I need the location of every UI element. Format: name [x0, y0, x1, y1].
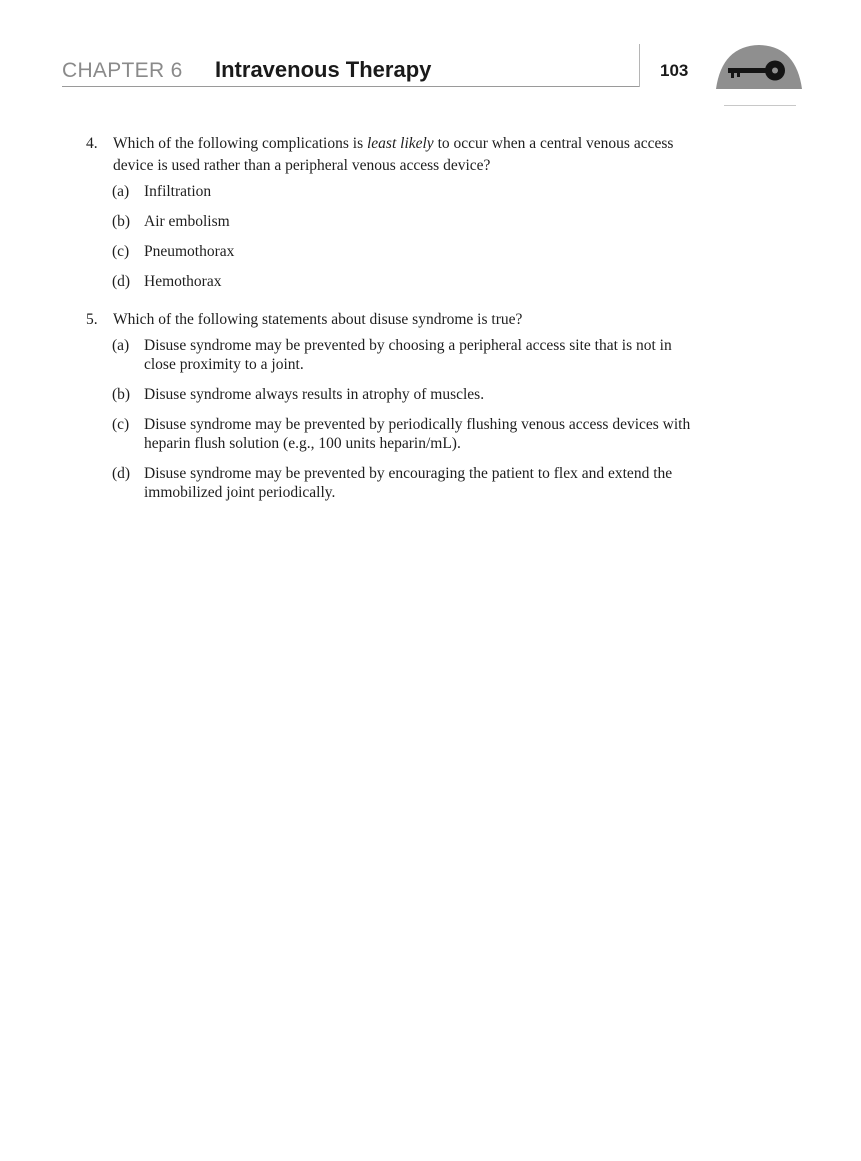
question-4-stem-after: to occur when a central venous access device is used rather than a peripheral venous access device? [113, 135, 674, 174]
option-4d [86, 272, 706, 291]
option-letter: (c) [112, 416, 130, 433]
key-icon [714, 44, 804, 89]
chapter-title: Intravenous Therapy [215, 57, 432, 82]
option-letter: (d) [112, 465, 131, 482]
option-text: Air embolism [144, 213, 230, 230]
chapter-label: CHAPTER 6 [62, 59, 183, 82]
badge-underline [724, 105, 796, 106]
option-letter: (a) [112, 337, 130, 354]
question-5 [86, 309, 706, 502]
page-number: 103 [660, 61, 689, 80]
option-letter: (a) [112, 183, 130, 200]
option-text: Disuse syndrome may be prevented by periodically flushing venous access devices with heparin flush solution (e.g., 100 units heparin/mL). [144, 416, 691, 452]
header-divider [639, 44, 640, 87]
key-hole [772, 68, 778, 74]
option-text: Hemothorax [144, 273, 222, 290]
key-badge-shape [716, 45, 802, 89]
question-5-options [86, 336, 706, 502]
option-4c [86, 242, 706, 261]
question-4-options [86, 182, 706, 291]
option-text: Disuse syndrome always results in atrophy of muscles. [144, 386, 485, 403]
question-list [86, 133, 706, 516]
option-letter: (c) [112, 243, 130, 260]
option-5c [86, 415, 706, 453]
question-5-stem [86, 309, 706, 331]
question-4-number: 4. [86, 135, 98, 152]
question-5-stem-text: Which of the following statements about disuse syndrome is true? [113, 311, 523, 328]
option-5d [86, 464, 706, 502]
option-5a [86, 336, 706, 374]
header-rule [62, 86, 640, 87]
option-4a [86, 182, 706, 201]
option-letter: (b) [112, 386, 131, 403]
question-4-stem-emphasis: least likely [366, 135, 434, 152]
option-4b [86, 212, 706, 231]
option-letter: (d) [112, 273, 131, 290]
question-4 [86, 133, 706, 291]
option-text: Disuse syndrome may be prevented by choosing a peripheral access site that is not in close proximity to a joint. [144, 337, 672, 373]
option-5b [86, 385, 706, 404]
question-5-number: 5. [86, 311, 98, 328]
question-4-stem [86, 133, 706, 177]
option-letter: (b) [112, 213, 131, 230]
option-text: Pneumothorax [144, 243, 235, 260]
page-header [62, 44, 802, 114]
option-text: Disuse syndrome may be prevented by encouraging the patient to flex and extend the immobilized joint periodically. [144, 465, 673, 501]
question-4-stem-before: Which of the following complications is [113, 135, 367, 152]
option-text: Infiltration [144, 183, 212, 200]
